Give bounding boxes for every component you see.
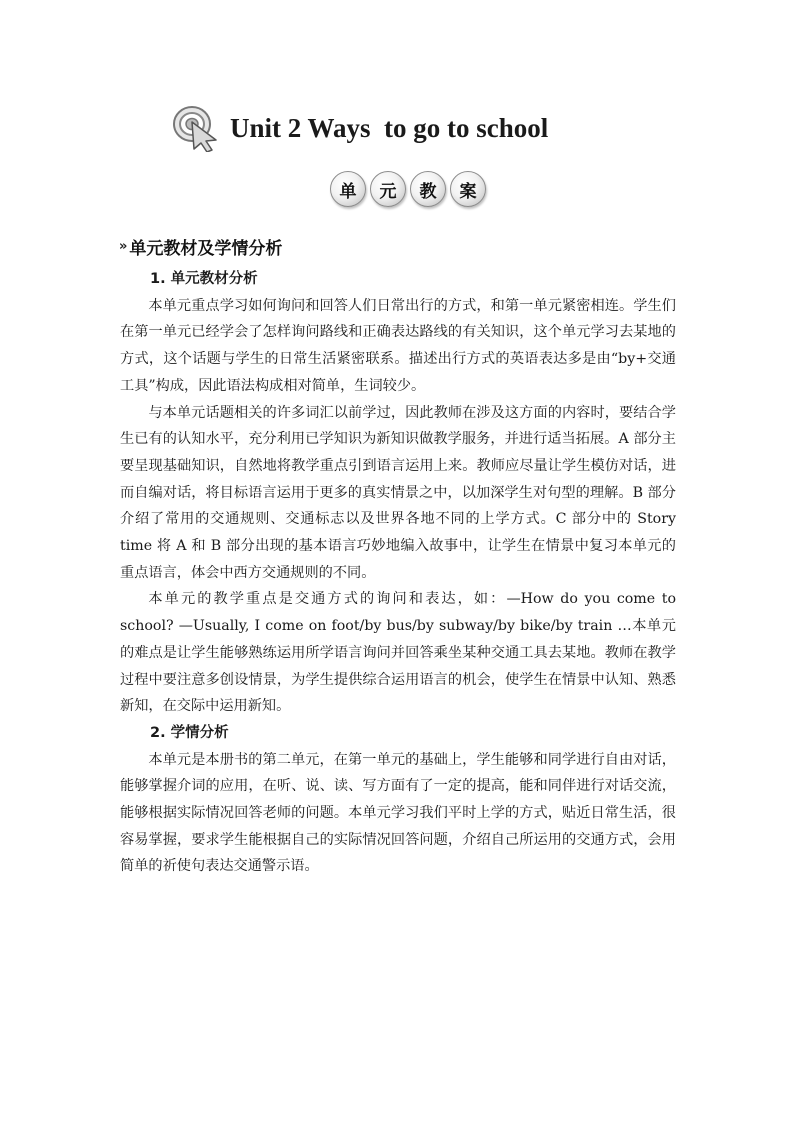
unit-title-row — [172, 104, 548, 152]
paragraph: 本单元重点学习如何询问和回答人们日常出行的方式，和第一单元紧密相连。学生们在第一单元已经学会了怎样询问路线和正确表达路线的有关知识，这个单元学习去某地的方式，这个话题与学生的日常生活紧密联系。描述出行方式的英语表达多是由“by+交通工具”构成，因此语法构成相对简单，生词较少。 — [120, 297, 676, 394]
paragraph: 本单元是本册书的第二单元，在第一单元的基础上，学生能够和同学进行自由对话，能够掌握介词的应用，在听、说、读、写方面有了一定的提高，能和同伴进行对话交流，能够根据实际情况回答老师的问题。本单元学习我们平时上学的方式，贴近日常生活，很容易掌握，要求学生能根据自己的实际情况回答问题，介绍自己所运用的交通方式，会用简单的祈使句表达交通警示语。 — [120, 751, 676, 875]
badge-char: 教 — [410, 171, 446, 207]
badge-char: 案 — [450, 171, 486, 207]
badge-char: 单 — [330, 171, 366, 207]
paragraph: 本单元的教学重点是交通方式的询问和表达，如：—How do you come to school? —Usually, I come on foot/by bus/by subway/by bike/by train …本单元的难点是让学生能够熟练运用所学语言询问并回答乘坐某种交通工具去某地。教师在教学过程中要注意多创设情景，为学生提供综合运用语言的机会，使学生在情景中认知、熟悉新知，在交际中运用新知。 — [120, 591, 676, 715]
unit-lesson-plan-badges — [330, 171, 486, 211]
section-heading-text: 单元教材及学情分析 — [129, 239, 283, 259]
unit-title: Unit 2 Ways to go to school — [230, 112, 549, 143]
paragraph: 与本单元话题相关的许多词汇以前学过，因此教师在涉及这方面的内容时，要结合学生已有的认知水平，充分利用已学知识为新知识做教学服务，并进行适当拓展。A 部分主要呈现基础知识，自然地将教学重点引到语言运用上来。教师应尽量让学生模仿对话，进而自编对话，将目标语言运用于更多的真实情景之中，以加深学生对句型的理解。B 部分介绍了常用的交通规则、交通标志以及世界各地不同的上学方式。C 部分中的 Story time 将 A 和 B 部分出现的基本语言巧妙地编入故事中，让学生在情景中复习本单元的重点语言，体会中西方交通规则的不同。 — [120, 404, 676, 581]
double-chevron-icon: » — [119, 239, 125, 254]
section-heading — [119, 234, 282, 259]
badge-char: 元 — [370, 171, 406, 207]
document-body — [120, 266, 676, 880]
subsection-heading: 1. 单元教材分析 — [150, 271, 258, 287]
cursor-target-icon — [172, 104, 222, 152]
subsection-heading: 2. 学情分析 — [150, 724, 229, 741]
